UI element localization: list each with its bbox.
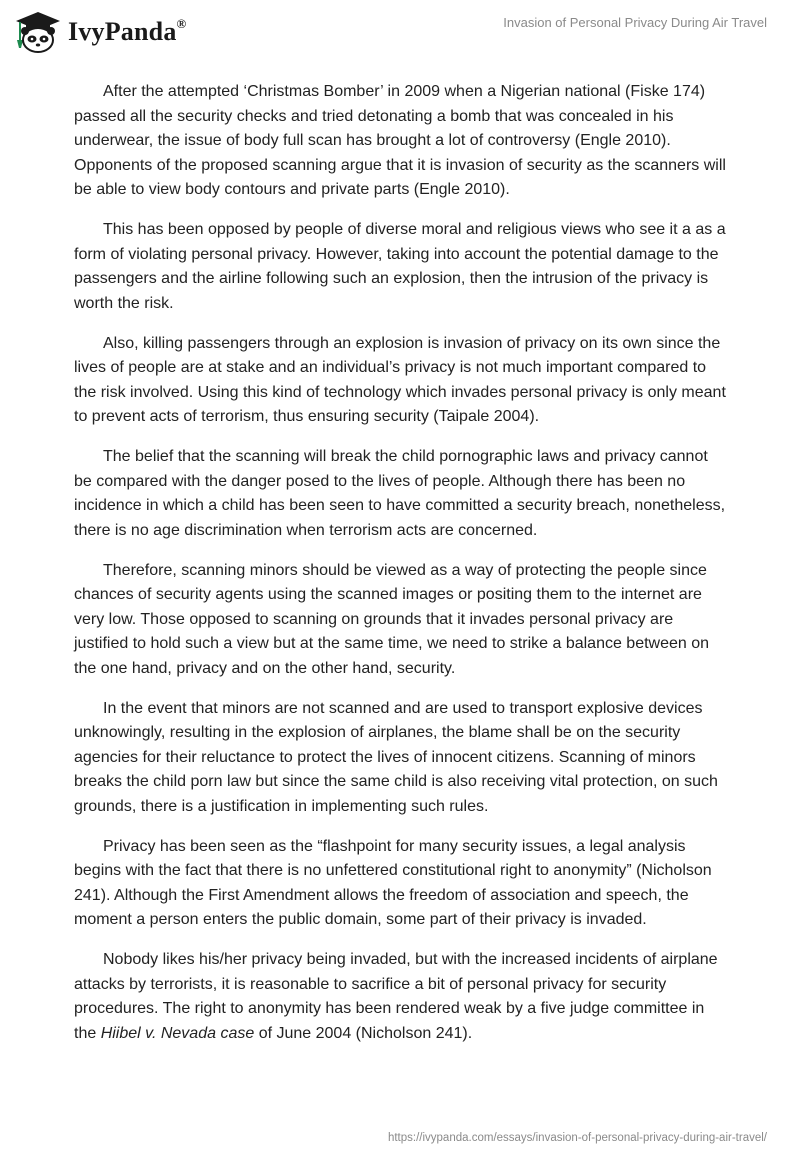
- paragraph-8-text-start: Nobody likes his/her privacy being invaded, but with the increased incidents of airplane attacks by terrorists, it is reasonable to sacrifice a bit of personal privacy for security procedures. The right to anonymity has been rendered weak by a five judge committee in the: [74, 951, 718, 1042]
- source-url[interactable]: https://ivypanda.com/essays/invasion-of-personal-privacy-during-air-travel/: [387, 1132, 767, 1144]
- paragraph-8: [74, 948, 726, 1046]
- paragraph-7: Privacy has been seen as the “flashpoint for many security issues, a legal analysis begins with the fact that there is no unfettered constitutional right to anonymity” (Nicholson 241). Although the First Amendment allows the freedom of association and speech, the moment a person enters the public domain, some part of their privacy is invaded.: [74, 837, 712, 928]
- panda-graduate-logo-icon: [12, 10, 64, 54]
- paragraph-2: This has been opposed by people of diverse moral and religious views who see it a as a form of violating personal privacy. However, taking into account the potential damage to the passengers and the airline following such an explosion, then the intrusion of the privacy is worth the risk.: [74, 221, 726, 312]
- paragraph-1: After the attempted ‘Christmas Bomber’ in 2009 when a Nigerian national (Fiske 174) passed all the security checks and tried detonating a bomb that was concealed in his underwear, the issue of body full scan has brought a lot of controversy (Engle 2010). Opponents of the proposed scanning argue that it is invasion of security as the scanners will be able to view body contours and private parts (Engle 2010).: [74, 83, 726, 198]
- paragraph-8-text-end: of June 2004 (Nicholson 241).: [254, 1024, 473, 1042]
- paragraph-6: In the event that minors are not scanned and are used to transport explosive devices unknowingly, resulting in the explosion of airplanes, the blame shall be on the security agencies for their reluctance to protect the lives of innocent citizens. Scanning of minors breaks the child porn law but since the same child is also receiving vital protection, on such grounds, there is a justification in implementing such rules.: [74, 699, 718, 815]
- essay-body: [74, 80, 726, 1062]
- case-name: Hiibel v. Nevada case: [100, 1024, 255, 1042]
- ivypanda-logo[interactable]: [12, 10, 186, 54]
- paragraph-3: Also, killing passengers through an explosion is invasion of privacy on its own since the lives of people are at stake and an individual’s privacy is not much important compared to the risk involved. Using this kind of technology which invades personal privacy is only meant to prevent acts of terrorism, thus ensuring security (Taipale 2004).: [74, 334, 726, 425]
- brand-name: IvyPanda®: [68, 16, 187, 46]
- paragraph-4: The belief that the scanning will break the child pornographic laws and privacy cannot be compared with the danger posed to the lives of people. Although there has been no incidence in which a child has been seen to have committed a security breach, nonetheless, there is no age discrimination when terrorism acts are concerned.: [74, 448, 726, 539]
- paragraph-5: Therefore, scanning minors should be viewed as a way of protecting the people since chances of security agents using the scanned images or positing them to the internet are very low. Those opposed to scanning on grounds that it invades personal privacy are justified to hold such a view but at the same time, we need to strike a balance between on the one hand, privacy and on the other hand, security.: [74, 561, 710, 677]
- page-header: [0, 0, 800, 70]
- document-title: Invasion of Personal Privacy During Air Travel: [503, 15, 767, 30]
